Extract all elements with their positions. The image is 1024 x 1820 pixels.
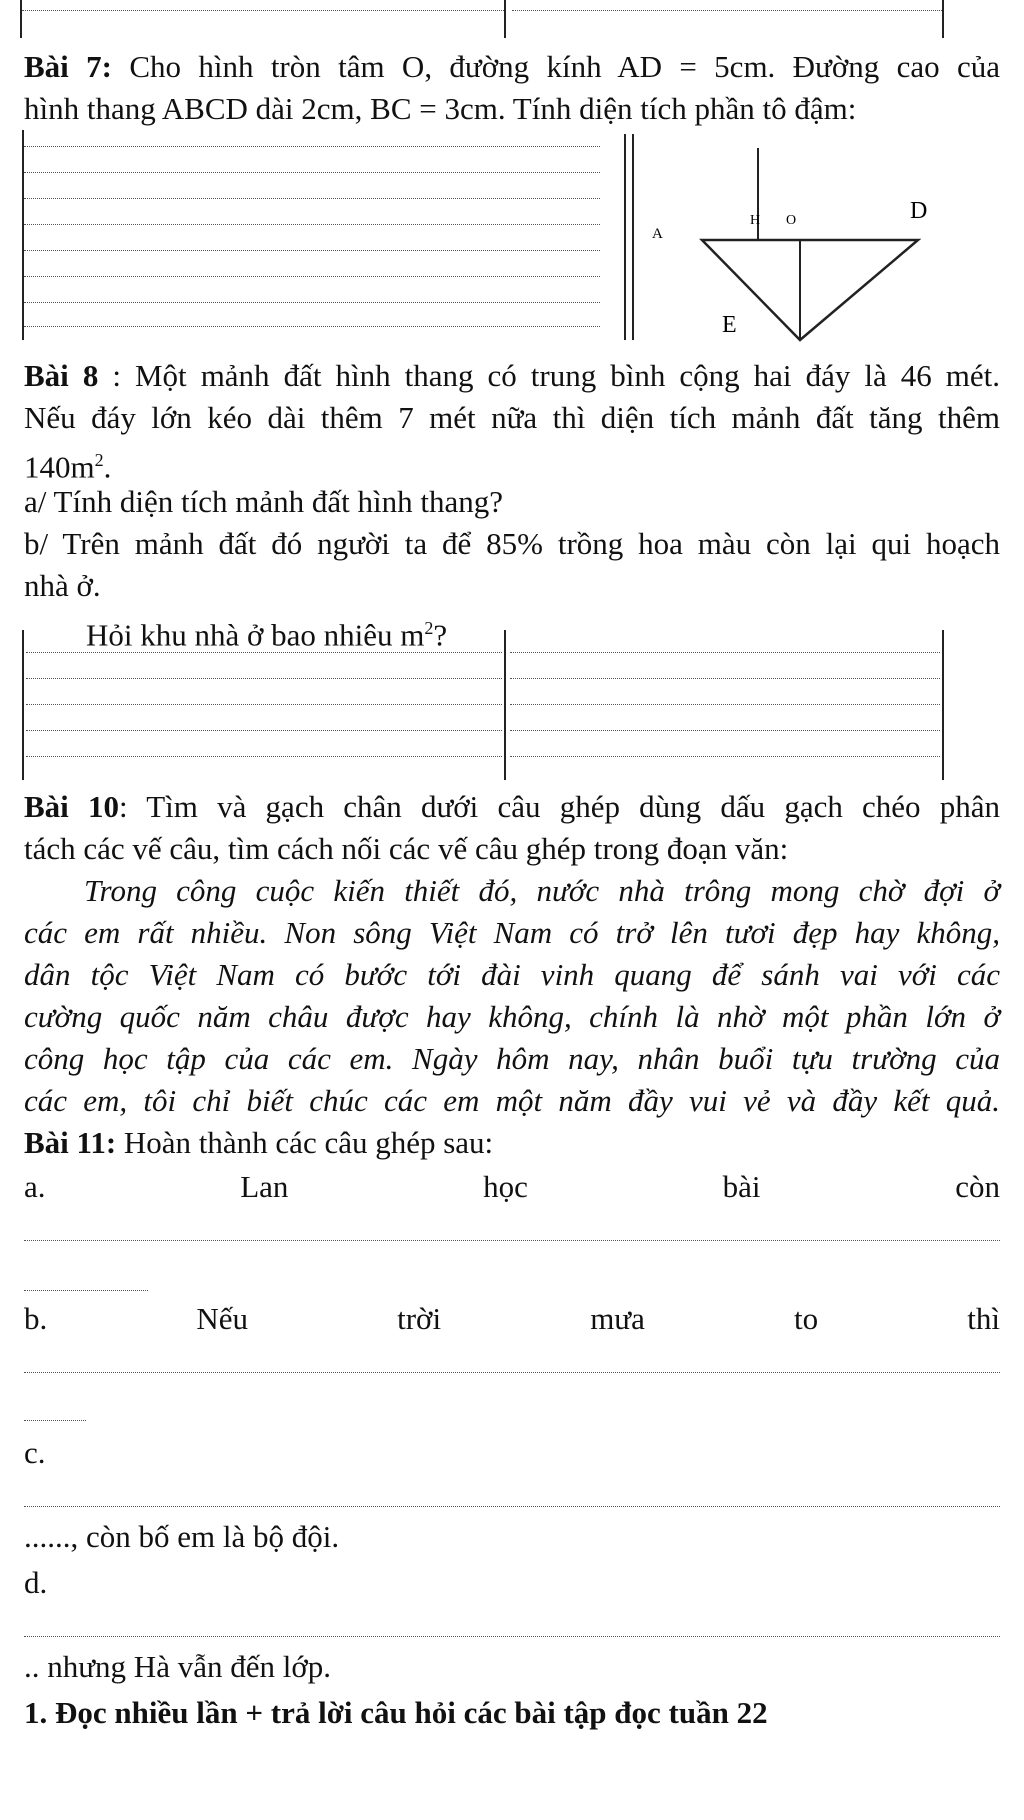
label-d: D [910, 198, 928, 224]
table-border-mid [504, 630, 506, 780]
answer-line [24, 302, 600, 303]
bai7-table-border-c [632, 134, 634, 340]
bai8-line6: nhà ở. [24, 568, 101, 603]
answer-line [510, 704, 940, 705]
top-dotted-line-right [512, 10, 942, 11]
bai10-line2: tách các vế câu, tìm cách nối các vế câu ghép trong đoạn văn: [24, 831, 789, 866]
bai10-para-line: các em, tôi chỉ biết chúc các em một năm đầy vui vẻ và đầy kết quả. [24, 1083, 1000, 1118]
bai8-title: Bài 8 [24, 358, 99, 393]
answer-line [26, 704, 502, 705]
fill-line-b [24, 1372, 1000, 1373]
bai11-a-row: a. Lan học bài còn [24, 1169, 1000, 1204]
bai11-c-label: c. [24, 1435, 46, 1470]
bai10-line1: Bài 10: Tìm và gạch chân dưới câu ghép dùng dấu gạch chéo phân [24, 789, 1001, 824]
fill-line-b-short [24, 1420, 86, 1421]
bai7-table-border-b [624, 134, 626, 340]
bai10-para-line: dân tộc Việt Nam có bước tới đài vinh quang để sánh vai với các [24, 957, 1000, 992]
bai8-line3: $140m^2$. [24, 449, 112, 485]
bai10-para-line: các em rất nhiều. Non sông Việt Nam có trở lên tươi đẹp hay không, [24, 915, 1000, 950]
label-h: H [750, 213, 761, 228]
bai11-title-line: Bài 11: Hoàn thành các câu ghép sau: [24, 1125, 494, 1160]
answer-line [24, 224, 600, 225]
answer-line [510, 678, 940, 679]
answer-line [24, 250, 600, 251]
answer-line [24, 326, 600, 327]
answer-line [26, 652, 502, 653]
answer-line [26, 678, 502, 679]
bai7-line1: Bài 7: Cho hình tròn tâm O, đường kính AD = 5cm. Đường cao của [24, 49, 1000, 84]
bai11-b-row: b. Nếu trời mưa to thì [24, 1301, 1000, 1336]
label-o: O [786, 213, 797, 228]
answer-line [510, 652, 940, 653]
table-border-right [942, 630, 944, 780]
bai11-title: Bài 11: [24, 1125, 117, 1160]
bai7-line2: hình thang ABCD dài 2cm, BC = 3cm. Tính diện tích phần tô đậm: [24, 91, 857, 126]
top-table-border-left [20, 0, 22, 38]
bai8-line2: Nếu đáy lớn kéo dài thêm 7 mét nữa thì diện tích mảnh đất tăng thêm [24, 400, 1000, 435]
top-table-border-mid [504, 0, 506, 38]
answer-line [26, 756, 502, 757]
top-table-border-right [942, 0, 944, 38]
bai7-table-border-a [22, 130, 24, 340]
bai7-figure [640, 140, 970, 345]
reading-task: 1. Đọc nhiều lần + trả lời câu hỏi các bài tập đọc tuần 22 [24, 1695, 768, 1730]
fill-line-d [24, 1636, 1000, 1637]
bai7-answer-lines [24, 140, 600, 340]
label-a: A [652, 226, 663, 242]
bai11-d-end: .. nhưng Hà vẫn đến lớp. [24, 1649, 331, 1684]
bai8-line5: b/ Trên mảnh đất đó người ta để 85% trồng hoa màu còn lại qui hoạch [24, 526, 1000, 561]
fill-line-c [24, 1506, 1000, 1507]
answer-line [510, 730, 940, 731]
fill-line-a-short [24, 1290, 148, 1291]
bai10-para-line: Trong công cuộc kiến thiết đó, nước nhà trông mong chờ đợi ở [84, 873, 1000, 908]
answer-line [26, 730, 502, 731]
label-e: E [722, 312, 737, 338]
bai8-line4: a/ Tính diện tích mảnh đất hình thang? [24, 484, 503, 519]
answer-line [24, 146, 600, 147]
table-border-left [22, 630, 24, 780]
fill-line-a [24, 1240, 1000, 1241]
bai8-line7: Hỏi khu nhà ở bao nhiêu $m^2$? [86, 617, 448, 653]
bai8-line1: Bài 8 : Một mảnh đất hình thang có trung bình cộng hai đáy là 46 mét. [24, 358, 1001, 393]
bai10-para-line: cường quốc năm châu được hay không, chính là nhờ một phần lớn ở [24, 999, 1000, 1034]
answer-line [510, 756, 940, 757]
answer-line [24, 198, 600, 199]
bai10-title: Bài 10 [24, 789, 119, 824]
answer-line [24, 276, 600, 277]
bai11-d-label: d. [24, 1565, 48, 1600]
bai11-c-end: ......, còn bố em là bộ đội. [24, 1519, 340, 1554]
bai7-title: Bài 7: [24, 49, 112, 84]
top-dotted-line-left [22, 10, 504, 11]
bai8-answer-table [22, 630, 944, 780]
bai10-para-line: công học tập của các em. Ngày hôm nay, nhân buổi tựu trường của [24, 1041, 1000, 1076]
answer-line [24, 172, 600, 173]
